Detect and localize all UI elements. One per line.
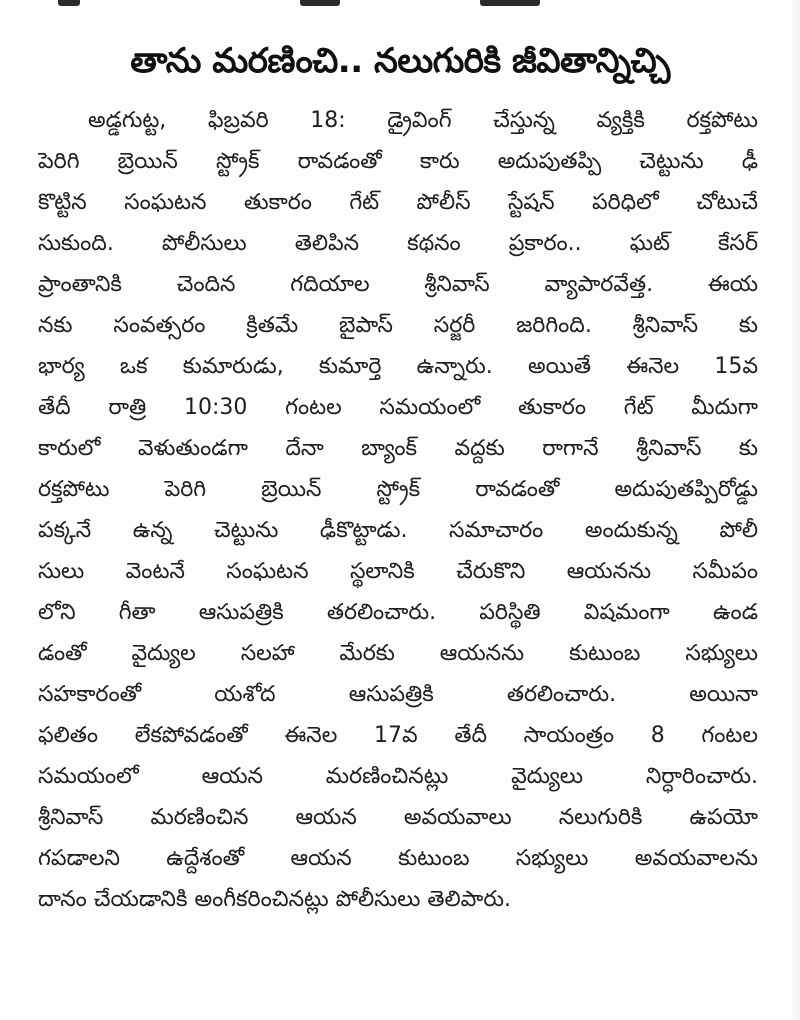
article-line: రక్తపోటు పెరిగి బ్రెయిన్ స్ట్రోక్ రావడంతో అదుపుతప్పిరోడ్డు [38, 477, 758, 502]
article-line: భార్య ఒక కుమారుడు, కుమార్తె ఉన్నారు. అయితే ఈనెల 15వ [38, 354, 758, 379]
cropped-glyph [58, 0, 80, 6]
article-line: కారులో వెళుతుండగా దేనా బ్యాంక్ వద్దకు రాగానే శ్రీనివాస్ కు [38, 436, 758, 461]
cropped-previous-text [0, 0, 800, 14]
article-line: ఫలితం లేకపోవడంతో ఈనెల 17వ తేదీ సాయంత్రం 8 గంటల [38, 723, 758, 748]
article-body [38, 100, 758, 920]
article-line: సమయంలో ఆయన మరణించినట్లు వైద్యులు నిర్ధారించారు. [38, 764, 758, 789]
cropped-glyph [480, 0, 540, 6]
article-line: ప్రాంతానికి చెందిన గదియాల శ్రీనివాస్ వ్యాపారవేత్త. ఈయ [38, 272, 758, 297]
article-line: పెరిగి బ్రెయిన్ స్ట్రోక్ రావడంతో కారు అదుపుతప్పి చెట్టును ఢీ [38, 149, 758, 174]
article-line: డంతో వైద్యుల సలహా మేరకు ఆయనను కుటుంబ సభ్యులు [38, 641, 758, 666]
article-line: సహకారంతో యశోద ఆసుపత్రికి తరలించారు. అయినా [38, 682, 758, 707]
article-line: నకు సంవత్సరం క్రితమే బైపాస్ సర్జరీ జరిగింది. శ్రీనివాస్ కు [38, 313, 758, 338]
article-line: అడ్డగుట్ట, ఫిబ్రవరి 18: డ్రైవింగ్ చేస్తున్న వ్యక్తికి రక్తపోటు [88, 108, 758, 133]
article-line: శ్రీనివాస్ మరణించిన ఆయన అవయవాలు నలుగురికి ఉపయో [38, 805, 758, 830]
article-line: తేదీ రాత్రి 10:30 గంటల సమయంలో తుకారం గేట్ మీదుగా [38, 395, 758, 420]
cropped-glyph [300, 0, 340, 6]
article-headline: తాను మరణించి.. నలుగురికి జీవితాన్నిచ్చి [130, 41, 670, 81]
article-line: కొట్టిన సంఘటన తుకారం గేట్ పోలీస్ స్టేషన్ పరిధిలో చోటుచే [38, 190, 758, 215]
article-line: పక్కనే ఉన్న చెట్టును ఢీకొట్టాడు. సమాచారం అందుకున్న పోలీ [38, 518, 758, 543]
article-line: గపడాలని ఉద్దేశంతో ఆయన కుటుంబ సభ్యులు అవయవాలను [38, 846, 758, 871]
article-line: లోని గీతా ఆసుపత్రికి తరలించారు. పరిస్థితి విషమంగా ఉండ [38, 600, 758, 625]
page-edge-shadow [788, 0, 800, 1020]
article-line: సులు వెంటనే సంఘటన స్థలానికి చేరుకొని ఆయనను సమీపం [38, 559, 758, 584]
article-line: దానం చేయడానికి అంగీకరించినట్లు పోలీసులు తెలిపారు. [38, 887, 511, 912]
article-line: సుకుంది. పోలీసులు తెలిపిన కథనం ప్రకారం.. ఘట్ కేసర్ [38, 231, 758, 256]
